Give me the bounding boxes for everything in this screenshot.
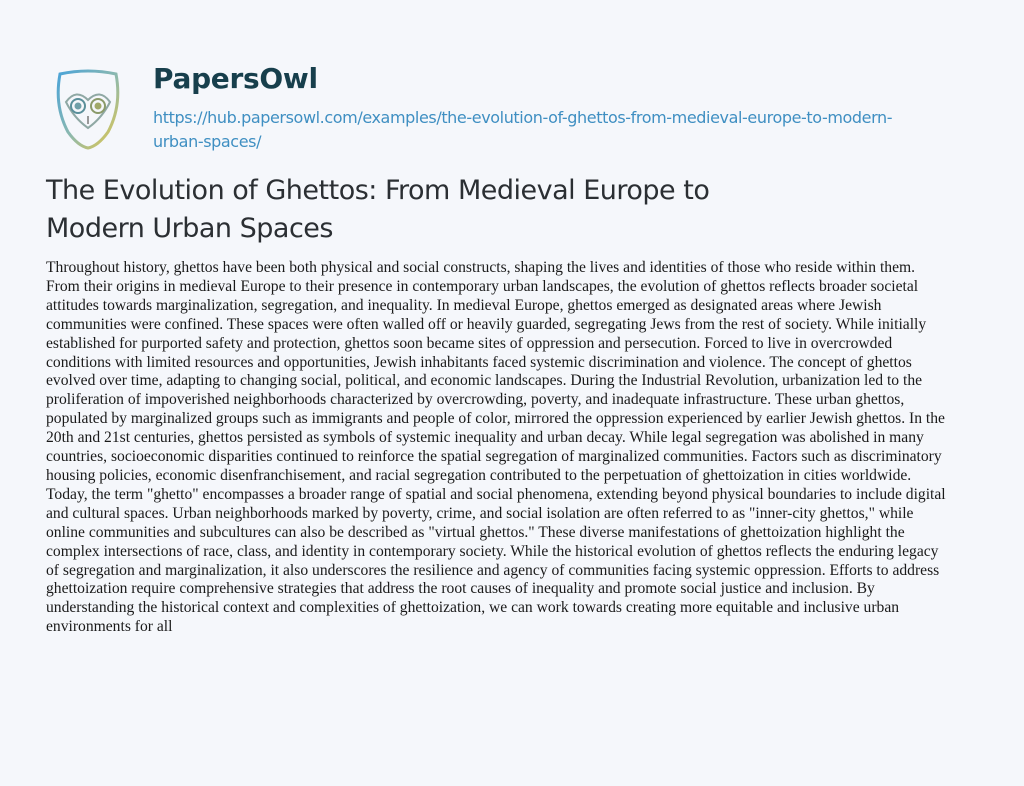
body-line: populated by marginalized groups such as immigrants and people of color, mirrored the oppression experienced by earlier Jewish ghettos. In the [46,410,945,428]
body-line: evolved over time, adapting to changing social, political, and economic landscapes. During the Industrial Revolution, urbanization led to the [46,372,923,390]
body-line: online communities and subcultures can also be described as "virtual ghettos." These diverse manifestations of ghettoization highlight the [46,523,905,541]
body-line: ghettoization require comprehensive strategies that address the root causes of inequality and promote social justice and inclusion. By [46,580,875,598]
page-title: The Evolution of Ghettos: From Medieval Europe to Modern Urban Spaces [46,175,710,244]
body-line: Throughout history, ghettos have been both physical and social constructs, shaping the lives and identities of those who reside within them. [46,259,916,276]
essay-body [46,259,1006,637]
body-line: attitudes towards marginalization, segregation, and inequality. In medieval Europe, ghettos emerged as designated areas where Jewish [46,296,882,314]
body-line: complex intersections of race, class, and identity in contemporary society. While the historical evolution of ghettos reflects the enduring legacy [46,542,939,560]
source-url-link[interactable]: https://hub.papersowl.com/examples/the-evolution-of-ghettos-from-medieval-europe-to-modern-urban-spaces/ [153,108,893,151]
body-line: housing policies, economic disenfranchisement, and racial segregation contributed to the perpetuation of ghettoization in cities worldwide. [46,466,912,484]
body-line: understanding the historical context and complexities of ghettoization, we can work towards creating more equitable and inclusive urban [46,599,900,617]
body-line: established for purported safety and protection, ghettos soon became sites of oppression and persecution. Forced to live in overcrowded [46,334,893,352]
brand-name: PapersOwl [153,62,318,95]
body-line: environments for all [46,618,173,636]
body-line: and cultural spaces. Urban neighborhoods marked by poverty, crime, and social isolation are often referred to as "inner-city ghettos," while [46,504,914,522]
body-line: conditions with limited resources and opportunities, Jewish inhabitants faced systemic discrimination and violence. The concept of ghettos [46,353,912,371]
body-line: communities were confined. These spaces were often walled off or heavily guarded, segregating Jews from the rest of society. While initially [46,315,927,333]
body-line: of segregation and marginalization, it also underscores the resilience and agency of communities facing systemic oppression. Efforts to address [46,561,940,579]
body-line: 20th and 21st centuries, ghettos persisted as symbols of systemic inequality and urban decay. While legal segregation was abolished in many [46,429,924,447]
body-line: proliferation of impoverished neighborhoods characterized by overcrowding, poverty, and inadequate infrastructure. These urban ghettos, [46,391,905,409]
body-line: Today, the term "ghetto" encompasses a broader range of spatial and social phenomena, extending beyond physical boundaries to include digital [46,485,946,503]
papersowl-logo-icon [52,66,124,152]
body-line: From their origins in medieval Europe to their presence in contemporary urban landscapes, the evolution of ghettos reflects broader societal [46,277,919,295]
body-line: countries, socioeconomic disparities continued to reinforce the spatial segregation of marginalized communities. Factors such as discriminatory [46,448,942,466]
